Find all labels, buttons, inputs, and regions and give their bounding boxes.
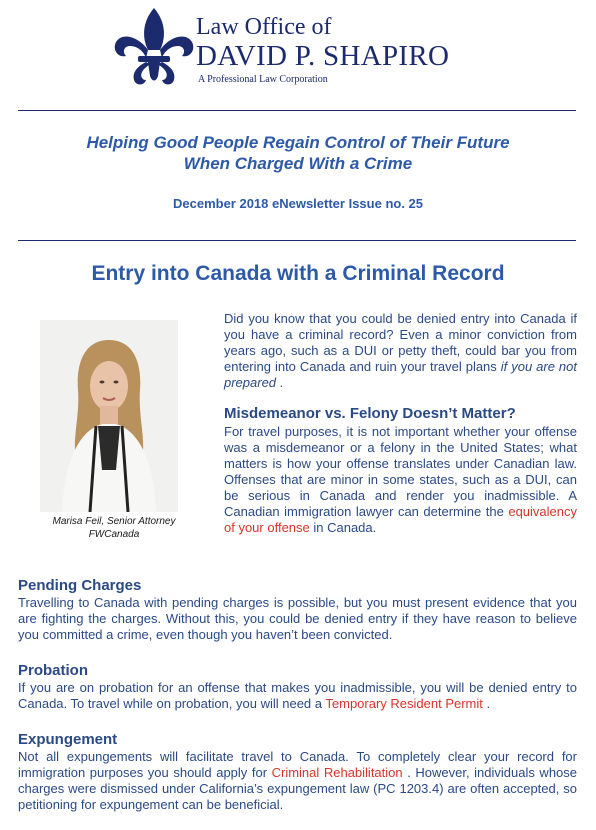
expungement-section — [18, 731, 577, 813]
tagline — [0, 132, 596, 174]
expungement-text: Not all expungements will facilitate travel to Canada. To completely clear your record for immigration purposes you should apply for — [18, 749, 577, 780]
photo-caption — [28, 515, 200, 541]
firm-name-line1: Law Office of — [196, 14, 332, 40]
intro-text: Did you know that you could be denied entry into Canada if you have a criminal record? Even a minor conviction from years ago, such as a DUI or petty theft, could bar you from entering into Canada and ruin your travel plans — [224, 311, 577, 374]
fleur-de-lis-icon — [112, 6, 196, 92]
probation-text: If you are on probation for an offense that makes you inadmissible, you will be denied entry to Canada. To travel while on probation, you will need a — [18, 680, 577, 711]
expungement-text-end: . However, individuals whose charges were dismissed under California’s expungement law (PC 1203.4) are often accepted, so petitioning for expungement can be beneficial. — [18, 765, 578, 812]
expungement-heading: Expungement — [18, 731, 118, 748]
attorney-portrait-image — [40, 320, 178, 512]
temporary-resident-permit-link[interactable]: Temporary Resident Permit — [325, 696, 483, 711]
felony-text-end: in Canada. — [309, 520, 377, 535]
caption-line2: FWCanada — [88, 529, 140, 540]
probation-paragraph — [18, 680, 577, 712]
attorney-photo — [40, 320, 178, 512]
pending-section — [18, 577, 577, 643]
intro-emphasis: if you are not prepared — [224, 359, 577, 390]
probation-heading: Probation — [18, 662, 88, 679]
felony-paragraph — [224, 424, 577, 536]
equivalency-link[interactable]: equivalency of your offense — [224, 504, 577, 535]
felony-text: For travel purposes, it is not important whether your offense was a misdemeanor or a felony in the United States; what matters is how your offense translates under Canadian law. Offenses that are minor in some states, such as a DUI, can be serious in Canada and render you inadmissible. A Canadian immigration lawyer can determine the — [224, 424, 577, 519]
intro-end: . — [276, 375, 284, 390]
probation-text-end: . — [482, 696, 491, 711]
issue-label: December 2018 eNewsletter Issue no. 25 — [172, 196, 424, 211]
intro-column — [224, 311, 577, 536]
firm-subtitle: A Professional Law Corporation — [198, 74, 328, 85]
probation-section — [18, 662, 577, 712]
intro-paragraph — [224, 311, 577, 391]
article-title: Entry into Canada with a Criminal Record — [91, 262, 505, 285]
expungement-paragraph — [18, 749, 577, 813]
caption-line1: Marisa Feil, Senior Attorney — [52, 516, 176, 527]
firm-name-line2: DAVID P. SHAPIRO — [196, 40, 450, 72]
tagline-line2: When Charged With a Crime — [183, 154, 413, 173]
firm-header — [112, 6, 492, 94]
header-divider — [18, 110, 576, 111]
pending-heading: Pending Charges — [18, 577, 142, 594]
issue-divider — [18, 240, 576, 241]
tagline-line1: Helping Good People Regain Control of Their Future — [86, 133, 510, 152]
felony-heading: Misdemeanor vs. Felony Doesn’t Matter? — [224, 405, 516, 422]
pending-paragraph: Travelling to Canada with pending charges is possible, but you must present evidence that you are fighting the charges. Without this, you could be denied entry if they have reason to believe you committed a crime, even though you haven’t been convicted. — [18, 595, 577, 642]
criminal-rehabilitation-link[interactable]: Criminal Rehabilitation — [271, 765, 403, 780]
